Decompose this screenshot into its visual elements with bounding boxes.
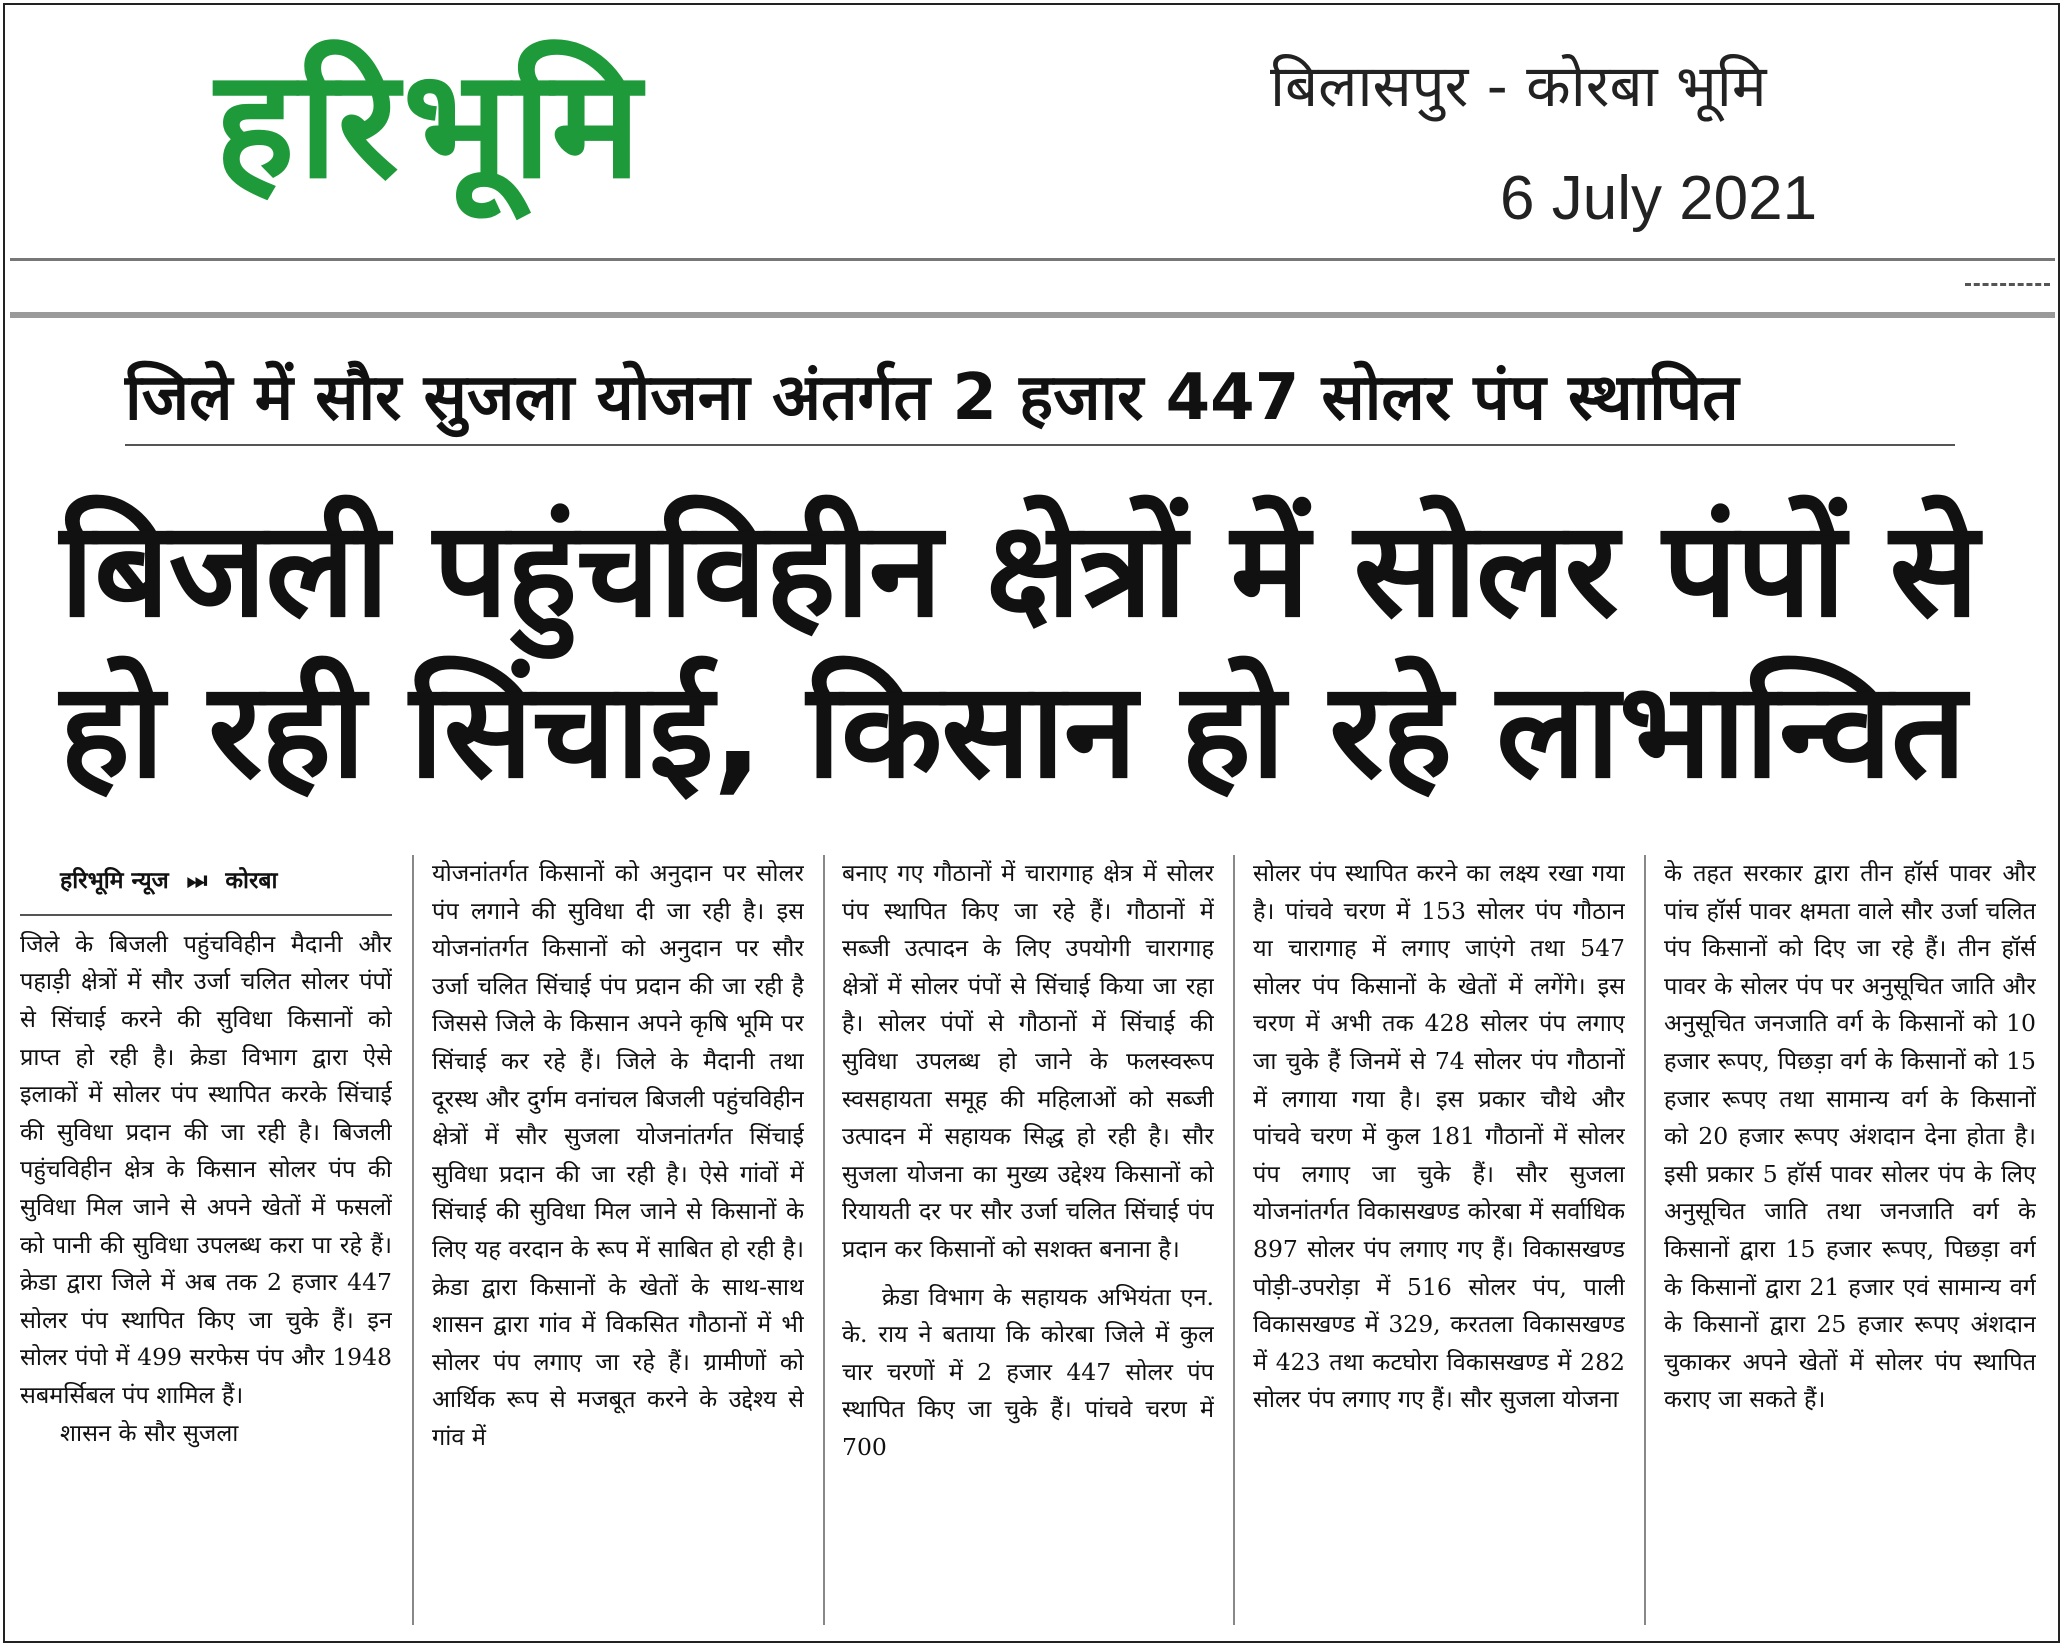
column-1-paragraph-2: शासन के सौर सुजला xyxy=(60,1418,239,1447)
column-3-paragraph-2: क्रेडा विभाग के सहायक अभियंता एन. के. राय ने बताया कि कोरबा जिले में कुल चार चरणों में 2 हजार 447 सोलर पंप स्थापित किए जा चुके हैं। पांचवे चरण में 700 xyxy=(842,1282,1214,1461)
article-body xyxy=(20,855,2050,1635)
article-column-2 xyxy=(432,855,804,1625)
newspaper-logo: हरिभूमि xyxy=(215,38,645,212)
headline-line-2: हो रही सिंचाई, किसान हो रहे लाभान्वित xyxy=(60,654,1966,809)
masthead-rule-dash xyxy=(1965,283,2050,286)
article-column-5 xyxy=(1664,855,2036,1625)
article-column-4 xyxy=(1253,855,1625,1625)
column-divider xyxy=(412,855,414,1625)
byline-source: हरिभूमि न्यूज xyxy=(60,868,169,894)
column-3-paragraph-1: बनाए गए गौठानों में चारागाह क्षेत्र में सोलर पंप स्थापित किए जा रहे हैं। गौठानों में सब्जी उत्पादन के लिए उपयोगी चारागाह क्षेत्रों में सोलर पंपों से सिंचाई किया जा रहा है। सोलर पंपों से गौठानों में सिंचाई की सुविधा उपलब्ध हो जाने के फलस्वरूप स्वसहायता समूह की महिलाओं को सब्जी उत्पादन में सहायक सिद्ध हो रही है। सौर सुजला योजना का मुख्य उद्देश्य किसानों को रियायती दर पर सौर उर्जा चलित सिंचाई पंप प्रदान कर किसानों को सशक्त बनाना है। xyxy=(842,859,1214,1263)
article-column-1 xyxy=(20,855,392,1625)
byline-place: कोरबा xyxy=(225,868,278,894)
column-divider xyxy=(823,855,825,1625)
column-2-text: योजनांतर्गत किसानों को अनुदान पर सोलर पंप लगाने की सुविधा दी जा रही है। इस योजनांतर्गत किसानों को अनुदान पर सौर उर्जा चलित सिंचाई पंप प्रदान की जा रही है जिससे जिले के किसान अपने कृषि भूमि पर सिंचाई कर रहे हैं। जिले के मैदानी तथा दूरस्थ और दुर्गम वनांचल बिजली पहुंचविहीन क्षेत्रों में सौर सुजला योजनांतर्गत सिंचाई सुविधा प्रदान की जा रही है। ऐसे गांवों में सिंचाई की सुविधा मिल जाने से किसानों के लिए यह वरदान के रूप में साबित हो रही है। क्रेडा द्वारा किसानों के खेतों के साथ-साथ शासन द्वारा गांव में विकसित गौठानों में भी सोलर पंप लगाए जा रहे हैं। ग्रामीणों को आर्थिक रूप से मजबूत करने के उद्देश्य से गांव में xyxy=(432,859,804,1451)
column-divider xyxy=(1233,855,1235,1625)
column-1-paragraph-1: जिले के बिजली पहुंचविहीन मैदानी और पहाड़ी क्षेत्रों में सौर उर्जा चलित सोलर पंपों से सिंचाई करने की सुविधा किसानों को प्राप्त हो रही है। क्रेडा विभाग द्वारा ऐसे इलाकों में सोलर पंप स्थापित करके सिंचाई की सुविधा प्रदान की जा रही है। बिजली पहुंचविहीन क्षेत्र के किसान सोलर पंप की सुविधा मिल जाने से अपने खेतों में फसलों को पानी की सुविधा उपलब्ध करा पा रहे हैं। क्रेडा द्वारा जिले में अब तक 2 हजार 447 सोलर पंप स्थापित किए जा चुके हैं। इन सोलर पंपो में 499 सरफेस पंप और 1948 सबमर्सिबल पंप शामिल हैं। xyxy=(20,929,392,1409)
masthead-rule-bottom xyxy=(10,312,2055,318)
column-4-text: सोलर पंप स्थापित करने का लक्ष्य रखा गया है। पांचवे चरण में 153 सोलर पंप गौठान या चारागाह में लगाए जाएंगे तथा 547 सोलर पंप किसानों के खेतों में लगेंगे। इस चरण में अभी तक 428 सोलर पंप लगाए जा चुके हैं जिनमें से 74 सोलर पंप गौठानों में लगाया गया है। इस प्रकार चौथे और पांचवे चरण में कुल 181 गौठानों में सोलर पंप लगाए जा चुके हैं। सौर सुजला योजनांतर्गत विकासखण्ड कोरबा में सर्वाधिक 897 सोलर पंप लगाए गए हैं। विकासखण्ड पोड़ी-उपरोड़ा में 516 सोलर पंप, पाली विकासखण्ड में 329, करतला विकासखण्ड में 423 तथा कटघोरा विकासखण्ड में 282 सोलर पंप लगाए गए हैं। सौर सुजला योजना xyxy=(1253,859,1625,1414)
article-headline xyxy=(60,490,2020,812)
column-5-text: के तहत सरकार द्वारा तीन हॉर्स पावर और पांच हॉर्स पावर क्षमता वाले सौर उर्जा चलित पंप किसानों को दिए जा रहे हैं। तीन हॉर्स पावर के सोलर पंप पर अनुसूचित जाति और अनुसूचित जनजाति वर्ग के किसानों को 10 हजार रूपए, पिछड़ा वर्ग के किसानों को 15 हजार रूपए तथा सामान्य वर्ग के किसानों को 20 हजार रूपए अंशदान देना होता है। इसी प्रकार 5 हॉर्स पावर सोलर पंप के लिए अनुसूचित जाति तथा जनजाति वर्ग के किसानों द्वारा 15 हजार रूपए, पिछड़ा वर्ग के किसानों द्वारा 21 हजार एवं सामान्य वर्ग के किसानों द्वारा 25 हजार रूपए अंशदान चुकाकर अपने खेतों में सोलर पंप स्थापित कराए जा सकते हैं। xyxy=(1664,859,2036,1414)
publication-date: 6 July 2021 xyxy=(1500,164,1818,233)
column-divider xyxy=(1644,855,1646,1625)
article-column-3 xyxy=(842,855,1214,1625)
byline xyxy=(20,855,392,916)
byline-arrow-icon: ⏭ xyxy=(186,868,208,894)
article-subheadline: जिले में सौर सुजला योजना अंतर्गत 2 हजार 447 सोलर पंप स्थापित xyxy=(125,362,1955,446)
headline-line-1: बिजली पहुंचविहीन क्षेत्रों में सोलर पंपों से xyxy=(60,493,1978,647)
edition-name: बिलासपुर - कोरबा भूमि xyxy=(1270,52,1767,120)
masthead-rule-top xyxy=(10,258,2055,261)
